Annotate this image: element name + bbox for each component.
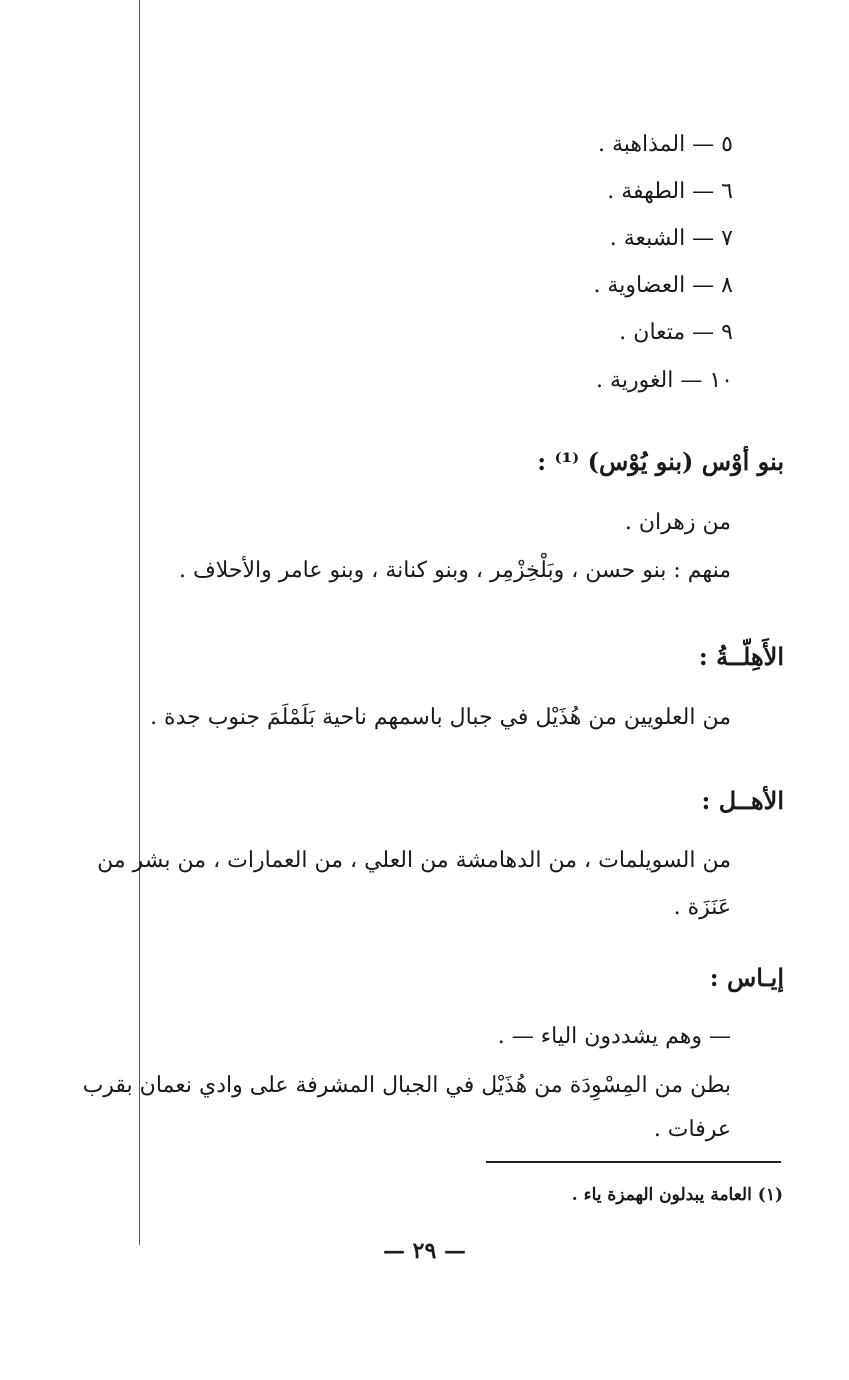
list-item: ١٠ — الغورية . — [596, 368, 733, 393]
section-text-line: عَنَزَة . — [673, 895, 731, 920]
section-text-line: من زهران . — [624, 510, 731, 535]
section-text-line: من العلويين من هُذَيْل في جبال باسمهم ناحية بَلَمْلَمَ جنوب جدة . — [150, 705, 731, 730]
section-text-line: من السويلمات ، من الدهامشة من العلي ، من العمارات ، من بشر من — [97, 848, 731, 873]
list-item: ٩ — متعان . — [619, 320, 733, 345]
section-text-line: بطن من المِسْوِدَة من هُذَيْل في الجبال المشرفة على وادي نعمان بقرب — [82, 1073, 731, 1098]
section-heading-al-ahl: الأهــل : — [701, 786, 784, 815]
section-text-line: عرفات . — [653, 1117, 731, 1142]
footnote: (١) العامة يبدلون الهمزة ياء . — [571, 1185, 783, 1205]
list-item: ٧ — الشبعة . — [609, 226, 733, 251]
scan-margin-line — [139, 0, 140, 1245]
section-heading-iyas: إيـاس : — [709, 963, 784, 992]
section-heading-al-ahilla: الأَهِلّــةُ : — [698, 642, 784, 671]
footnote-divider — [486, 1161, 781, 1163]
section-heading-banu-aws: بنو أوْس (بنو يُوْس) ⁽¹⁾ : — [537, 447, 784, 476]
list-item: ٥ — المذاهبة . — [597, 132, 733, 157]
section-text-line: — وهم يشددون الياء — . — [497, 1024, 731, 1049]
page-number: — ٢٩ — — [383, 1238, 466, 1264]
list-item: ٦ — الطهفة . — [607, 179, 733, 204]
section-text-line: منهم : بنو حسن ، وبَلْخِزْمِر ، وبنو كنانة ، وبنو عامر والأحلاف . — [178, 558, 731, 583]
list-item: ٨ — العضاوية . — [593, 273, 733, 298]
